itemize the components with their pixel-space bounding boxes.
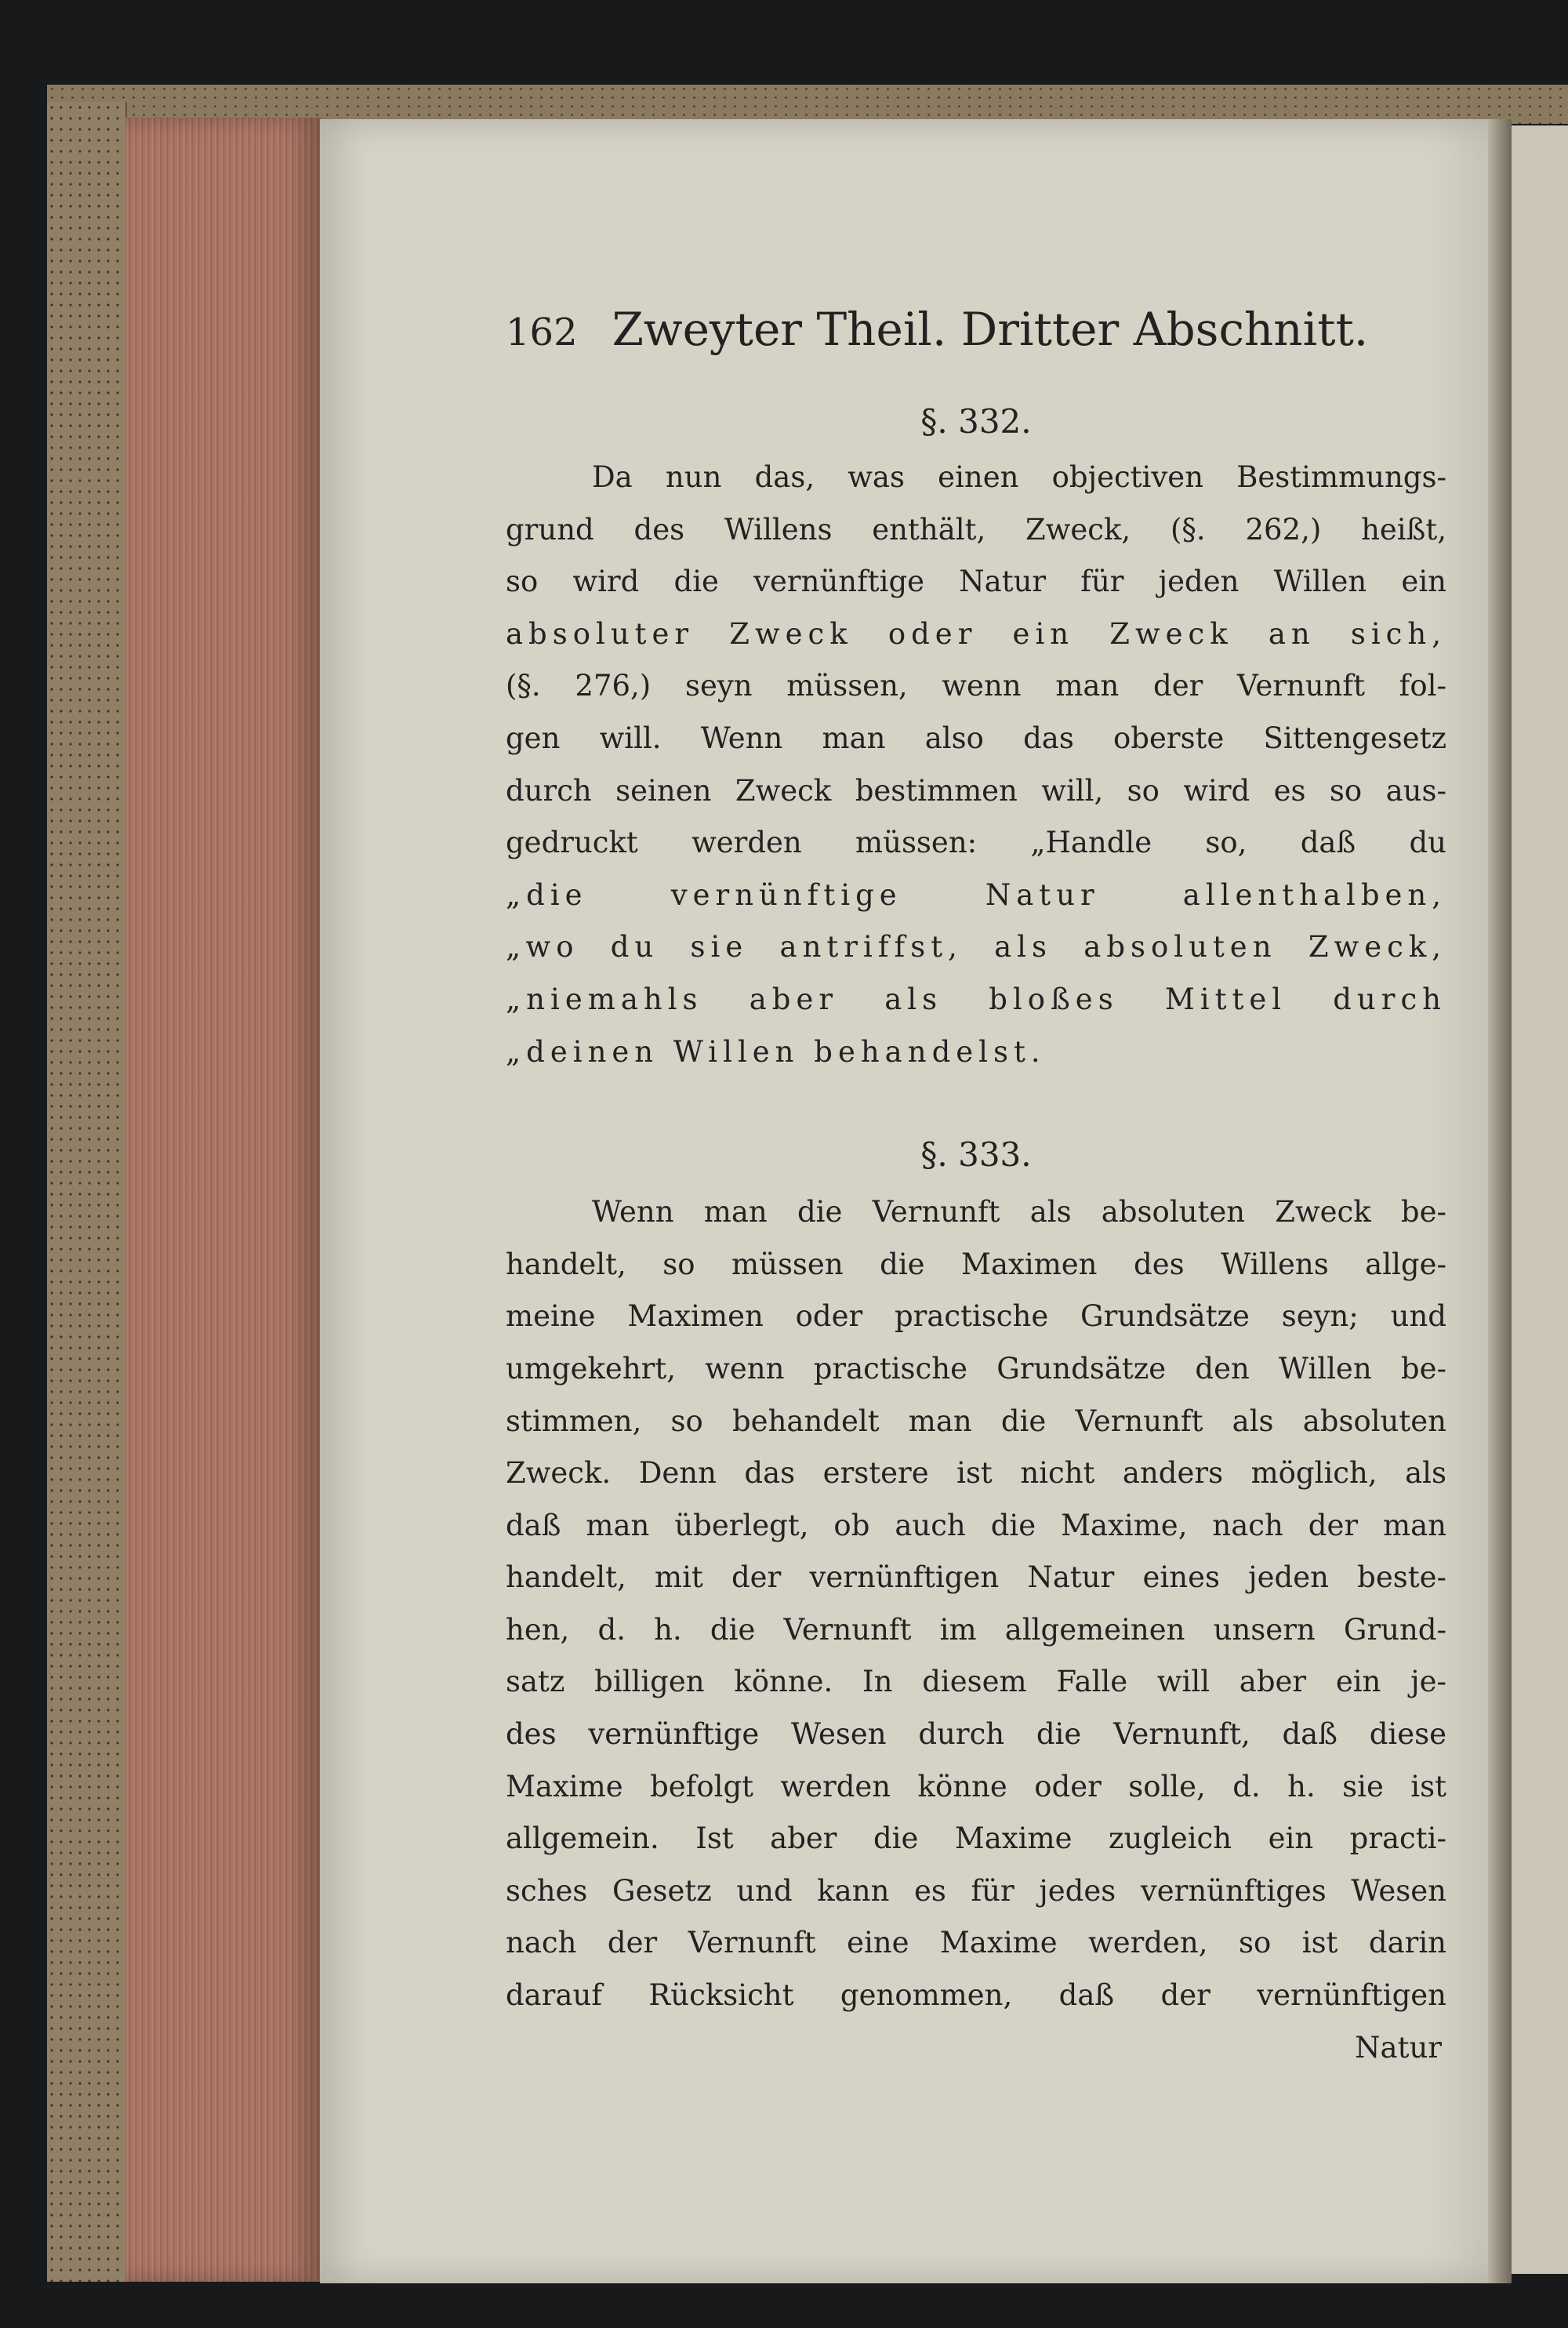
paragraph-333 — [506, 1186, 1446, 2022]
text-line: durch seinen Zweck bestimmen will, so wird es so aus- — [506, 773, 1446, 808]
page-edges — [125, 118, 321, 2282]
catchword: Natur — [1355, 2030, 1442, 2065]
text-line: meine Maximen oder practische Grundsätze seyn; und — [506, 1299, 1446, 1334]
text-line: gen will. Wenn man also das oberste Sittengesetz — [506, 721, 1446, 755]
text-line: Zweck. Denn das erstere ist nicht anders möglich, als — [506, 1456, 1446, 1491]
text-line: allgemein. Ist aber die Maxime zugleich ein practi- — [506, 1821, 1446, 1856]
facing-page-edge — [1512, 125, 1568, 2274]
text-line: satz billigen könne. In diesem Falle will aber ein je- — [506, 1665, 1446, 1699]
text-line: Da nun das, was einen objectiven Bestimmungs- — [592, 460, 1446, 494]
text-line: grund des Willens enthält, Zweck, (§. 262,) heißt, — [506, 512, 1446, 547]
text-line: nach der Vernunft eine Maxime werden, so ist darin — [506, 1926, 1446, 1960]
text-line: darauf Rücksicht genommen, daß der vernünftigen — [506, 1978, 1446, 2013]
page-text-block — [506, 298, 1446, 2074]
text-line: „niemahls aber als bloßes Mittel durch — [506, 982, 1446, 1016]
section-mark-332: §. 332. — [920, 402, 1032, 441]
text-line: handelt, so müssen die Maximen des Willens allge- — [506, 1247, 1446, 1281]
text-line: sches Gesetz und kann es für jedes vernünftiges Wesen — [506, 1873, 1446, 1908]
text-line: „die vernünftige Natur allenthalben, — [506, 877, 1446, 912]
text-line: (§. 276,) seyn müssen, wenn man der Vernunft fol- — [506, 669, 1446, 703]
text-line: handelt, mit der vernünftigen Natur eines jeden beste- — [506, 1560, 1446, 1595]
header-title: Zweyter Theil. Dritter Abschnitt. — [612, 303, 1369, 356]
text-line: so wird die vernünftige Natur für jeden Willen ein — [506, 565, 1446, 599]
paragraph-332 — [506, 452, 1446, 1078]
page-gutter — [1488, 119, 1512, 2283]
text-line: hen, d. h. die Vernunft im allgemeinen unsern Grund- — [506, 1612, 1446, 1647]
text-line: gedruckt werden müssen: „Handle so, daß du — [506, 826, 1446, 860]
text-line: Wenn man die Vernunft als absoluten Zweck be- — [592, 1195, 1446, 1229]
text-line: absoluter Zweck oder ein Zweck an sich, — [506, 616, 1446, 651]
text-line: Maxime befolgt werden könne oder solle, d. h. sie ist — [506, 1769, 1446, 1803]
text-line: daß man überlegt, ob auch die Maxime, nach der man — [506, 1508, 1446, 1542]
section-mark-333: §. 333. — [920, 1135, 1032, 1175]
running-header — [506, 298, 1446, 364]
text-line: „wo du sie antriffst, als absoluten Zweck, — [506, 930, 1446, 964]
text-line: stimmen, so behandelt man die Vernunft als absoluten — [506, 1404, 1446, 1438]
book-cover-spine-board — [47, 102, 127, 2282]
text-line: „deinen Willen behandelst. — [506, 1034, 1046, 1069]
page-number: 162 — [506, 311, 578, 354]
text-line: umgekehrt, wenn practische Grundsätze den Willen be- — [506, 1351, 1446, 1386]
text-line: des vernünftige Wesen durch die Vernunft, daß diese — [506, 1717, 1446, 1752]
